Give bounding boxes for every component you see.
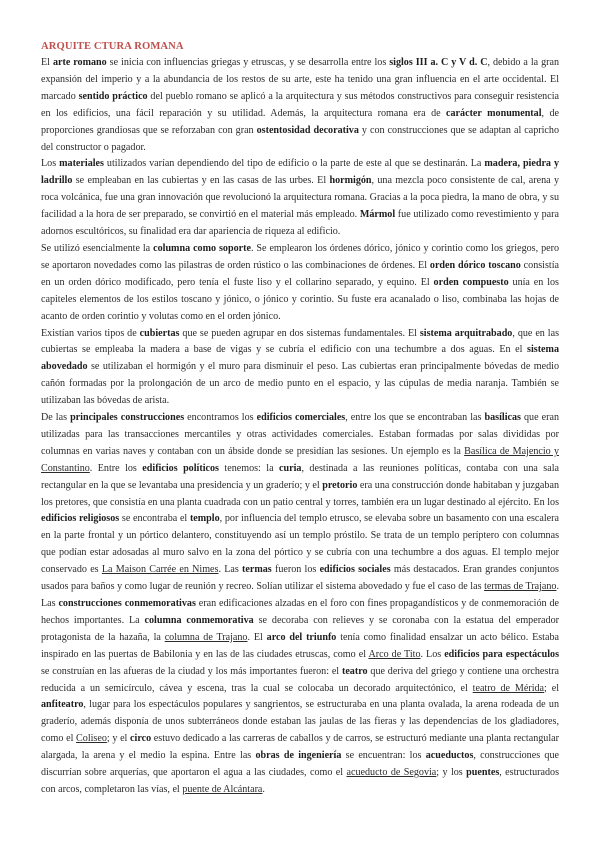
text-run: , que en las cubiertas se empleaba la madera a base de vigas y se cubría el edificio con una techumbre a dos aguas. En el <box>41 327 559 356</box>
text-run: Los <box>41 158 60 170</box>
bold-term: columna como soporte <box>153 242 251 254</box>
text-run: , estructurados con arcos, completaron las vías, el <box>41 767 559 795</box>
bold-term: carácter monumental <box>446 107 542 119</box>
text-run: . El <box>247 631 267 643</box>
underlined-example: teatro de Mérida <box>472 682 545 694</box>
text-run: se empleaban en las cubiertas y en las casas de las urbes. El <box>72 175 330 187</box>
text-run: se construían en las afueras de la ciudad y los más importantes fueron: el <box>41 665 342 677</box>
bold-term: Mármol <box>359 209 396 221</box>
underlined-example: Basílica de Majencio y Constantino <box>41 445 559 474</box>
text-run: , entre los que se encontraban las <box>345 412 485 424</box>
bold-term: siglos III a. C y V d. C <box>389 57 488 68</box>
text-run: , lugar para los espectáculos populares y sangrientos, se estructuraba en una planta ovalada, la arena rodeada de un graderío, además disponía de unos subterráneos donde estaban las jaulas de las fieras y las dependencias de los gladiadores, como el <box>41 699 559 745</box>
bold-term: materiales <box>59 158 104 170</box>
text-run: , debido a la gran expansión del imperio y a la abundancia de los restos de su arte, este ha tenido una gran influencia en el arte occidental. El marcado <box>41 57 560 102</box>
bold-term: columna conmemorativa <box>144 614 254 626</box>
paragraph <box>41 241 559 326</box>
text-run: que se pueden agrupar en dos sistemas fundamentales. El <box>179 327 420 339</box>
bold-term: teatro <box>341 665 368 677</box>
text-run: ; y el <box>106 733 131 745</box>
bold-term: acueductos <box>425 750 474 762</box>
bold-term: anfiteatro <box>41 699 84 711</box>
text-run: consistía en un orden dórico modificado, pero tenía el fuste liso y el collarino separado, y equino. El <box>41 259 559 288</box>
text-run: . Los <box>420 648 445 660</box>
text-run: se decoraba con relieves y se coronaba con la estatua del emperador protagonista de la hazaña, la <box>41 614 559 643</box>
bold-term: madera, piedra y ladrillo <box>41 158 559 187</box>
underlined-example: termas de Trajano <box>484 581 557 593</box>
bold-term: arte romano <box>52 57 107 68</box>
text-run: , destinada a las reuniones políticas, contaba con una sala rectangular en la que se levantaba una presidencia y un graderío; y el <box>41 462 559 491</box>
underlined-example: columna de Trajano <box>164 631 248 643</box>
bold-term: orden compuesto <box>433 276 509 288</box>
text-run: se inicia con influencias griegas y etruscas, y se desarrolla entre los <box>106 57 390 68</box>
text-run: que eran utilizadas para las transacciones mercantiles y otras actividades comerciales. Estaban formadas por salas divididas por columnas en varias naves y contaban con un ábside donde se presidían las sesiones. Un ejemplo es la <box>41 412 559 457</box>
text-run: se encontraba el <box>119 513 190 525</box>
text-run: más destacados. Eran grandes conjuntos usados para baños y como lugar de reunión y recreo. Solían utilizar el sistema abovedado y fue el caso de las <box>41 564 559 593</box>
underlined-example: La Maison Carrée en Nimes <box>101 564 219 576</box>
bold-term: cubiertas <box>139 327 180 339</box>
text-run: . Las <box>218 564 243 576</box>
bold-term: arco del triunfo <box>266 631 337 643</box>
text-run: . Entre los <box>89 462 143 474</box>
text-run: , de proporciones grandiosas que se reforzaban con gran <box>41 107 560 136</box>
underlined-example: Coliseo <box>76 733 107 745</box>
bold-term: termas <box>242 564 272 576</box>
paragraph <box>41 326 559 411</box>
bold-term: pretorio <box>322 479 358 491</box>
text-run: y con construcciones que se adaptan al capricho del constructor o pagador. <box>41 124 560 153</box>
text-run: tenía como finalidad ensalzar un acto bélico. Estaba inspirado en las puertas de Babilonia y en las de las ciudades etruscas, como el <box>41 631 559 660</box>
text-run: Se utilizó esencialmente la <box>41 242 154 254</box>
bold-term: basílicas <box>484 412 521 424</box>
text-run: del pueblo romano se aplicó a la arquitectura y sus métodos constructivos para conseguir resistencia en los edificios, una fácil reparación y su utilidad. Además, la arquitectura romana era de <box>41 90 559 119</box>
text-run: ; y los <box>436 767 467 779</box>
paragraph <box>41 410 559 799</box>
bold-term: edificios políticos <box>142 462 219 474</box>
text-run: ; el <box>544 682 559 694</box>
bold-term: sentido práctico <box>78 90 148 102</box>
bold-term: obras de ingeniería <box>255 750 342 762</box>
underlined-example: puente de Alcántara <box>182 783 263 795</box>
text-run: . <box>262 783 265 795</box>
text-run: utilizados varían dependiendo del tipo de edificio o la parte de este al que se destinarán. La <box>103 158 485 170</box>
bold-term: sistema arquitrabado <box>419 327 513 339</box>
text-run: Existían varios tipos de <box>41 327 140 339</box>
bold-term: sistema abovedado <box>41 344 559 373</box>
text-run: . Se emplearon los órdenes dórico, jónico y corintio como los griegos, pero se aportaron novedades como las pilastras de orden rústico o las combinaciones de órdenes. El <box>41 242 559 271</box>
bold-term: edificios sociales <box>319 564 391 576</box>
text-run: tenemos: la <box>218 462 280 474</box>
text-run: De las <box>41 412 71 424</box>
page-title: ARQUITE CTURA ROMANA <box>41 41 184 52</box>
text-run: encontramos los <box>184 412 257 424</box>
text-run: se encuentran: los <box>341 750 426 762</box>
bold-term: principales construcciones <box>70 412 185 424</box>
bold-term: puentes <box>466 767 500 779</box>
document-body <box>41 55 559 799</box>
bold-term: curia <box>279 462 302 474</box>
text-run: , una mezcla poco consistente de cal, arena y roca volcánica, fue una gran innovación que revolucionó la arquitectura romana. Gracias a la poca piedra, la mano de obra, y su facilidad a la hora de ser preparado, se convirtió en el material más empleado. <box>41 175 559 221</box>
text-run: que deriva del griego y contiene una orchestra reducida a un semicírculo, cávea y escena, tras la cual se colocaba un decorado arquitectónico, el <box>41 665 559 694</box>
bold-term: templo <box>189 513 220 525</box>
text-run: , por influencia del templo etrusco, se elevaba sobre un basamento con una escalera en la parte frontal y un pórtico delantero, constituyendo así un templo próstilo. Se trata de un templo períptero con columnas que podían estar adosadas al muro salvo en la zona del pórtico y se cubría con una techumbre a dos aguas. El templo mejor conservado es <box>41 513 559 576</box>
text-run: era una construcción donde habitaban y juzgaban los pretores, que consistía en una planta cuadrada con un patio central y torres, también era un lugar destinado al ejército. En los <box>41 479 559 508</box>
text-run: unía en los capiteles elementos de los estilos toscano y jónico, o jónico y corintio. Su fuste era acanalado o liso, combinaba las hojas de acanto de orden corintio y volutas como en el orden jónico. <box>41 276 559 322</box>
text-run: estuvo dedicado a las carreras de caballos y de carros, se estructuró mediante una planta rectangular alargada, la arena y el medio la espina. Entre las <box>41 733 559 762</box>
text-run: fueron los <box>271 564 320 576</box>
text-run: fue utilizado como revestimiento y para adornos escultóricos, su finalidad era dar apariencia de riqueza al edificio. <box>41 209 559 238</box>
bold-term: edificios comerciales <box>256 412 346 424</box>
underlined-example: Arco de Tito <box>368 648 421 660</box>
text-run: , construcciones que discurrían sobre arquerías, que aportaron el agua a las ciudades, como el <box>41 750 559 779</box>
text-run: eran edificaciones alzadas en el foro con fines propagandísticos y de conmemoración de hechos importantes. La <box>41 598 559 626</box>
bold-term: construcciones conmemorativas <box>58 598 196 609</box>
bold-term: ostentosidad decorativa <box>256 124 359 136</box>
paragraph <box>41 156 559 241</box>
underlined-example: acueducto de Segovia <box>346 767 437 779</box>
bold-term: edificios para espectáculos <box>444 648 560 660</box>
bold-term: edificios religiosos <box>41 513 120 525</box>
bold-term: orden dórico toscano <box>429 259 521 271</box>
text-run: se utilizaban el hormigón y el muro para disminuir el peso. Las cubiertas eran principalmente bóvedas de medio cañón formadas por la prolongación de un arco de medio punto en el espacio, y las cúpulas de media naranja. También se utilizaban las bóvedas de arista. <box>41 361 559 407</box>
bold-term: hormigón <box>329 175 372 187</box>
paragraph <box>41 55 559 156</box>
bold-term: circo <box>130 733 152 745</box>
text-run: . Las <box>41 581 560 609</box>
text-run: El <box>41 57 53 68</box>
